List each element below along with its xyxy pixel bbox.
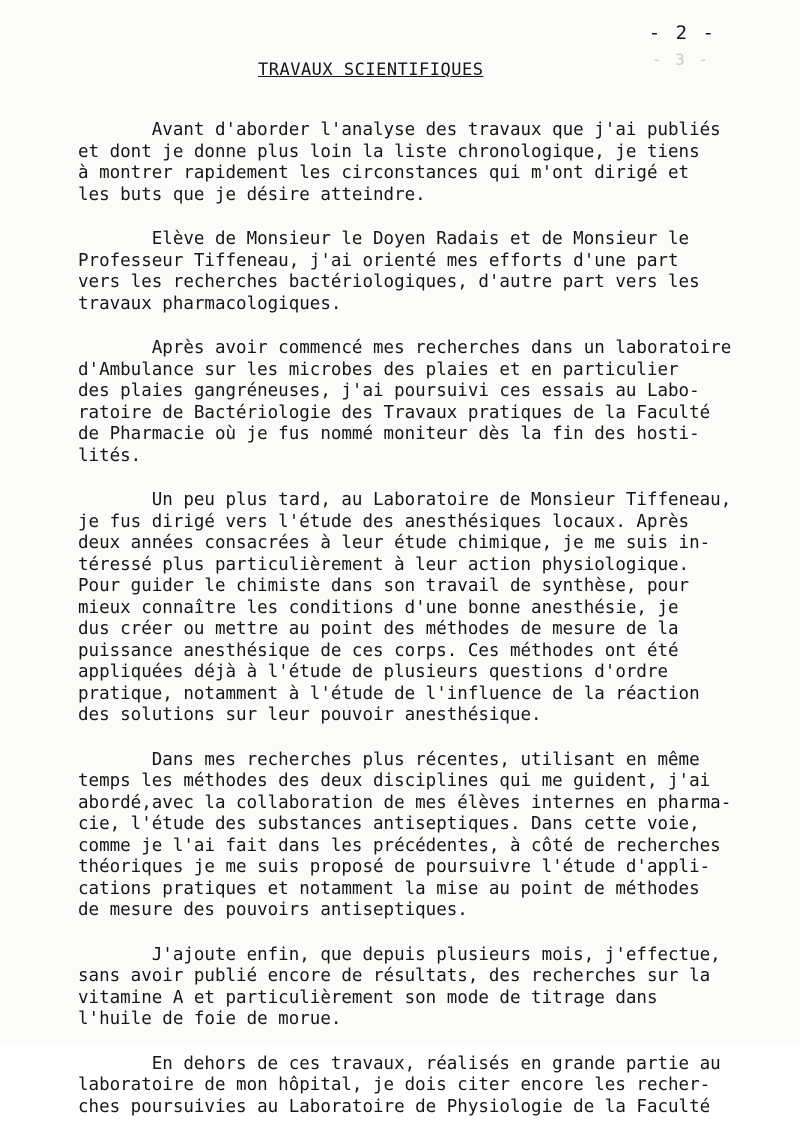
document-body bbox=[78, 120, 778, 1141]
paragraph-2: Elève de Monsieur le Doyen Radais et de Monsieur le Professeur Tiffeneau, j'ai orienté mes efforts d'une part vers les recherches bactériologiques, d'autre part vers les travaux pharmacologiques. bbox=[78, 229, 700, 314]
document-title: TRAVAUX SCIENTIFIQUES bbox=[258, 60, 484, 80]
paragraph-6: J'ajoute enfin, que depuis plusieurs mois, j'effectue, sans avoir publié encore de résultats, des recherches sur la vitamine A et particulièrement son mode de titrage dans l'huile de foie de morue. bbox=[78, 944, 721, 1029]
paragraph-7: En dehors de ces travaux, réalisés en grande partie au laboratoire de mon hôpital, je dois citer encore les recher- ches poursuivies au Laboratoire de Physiologie de la Faculté bbox=[78, 1053, 721, 1117]
paragraph-5: Dans mes recherches plus récentes, utilisant en même temps les méthodes des deux disciplines qui me guident, j'ai abordé,avec la collaboration de mes élèves internes en pharma- cie, l'étude des substances antiseptiques. Dans cette voie, comme je l'ai fait dans les précédentes, à côté de recherches théoriques je me suis proposé de poursuivre l'étude d'appli- cations pratiques et notamment la mise au point de méthodes de mesure des pouvoirs antiseptiques. bbox=[78, 749, 732, 920]
paragraph-3: Après avoir commencé mes recherches dans un laboratoire d'Ambulance sur les microbes des plaies et en particulier des plaies gangréneuses, j'ai poursuivi ces essais au Labo- ratoire de Bactériologie des Travaux pratiques de la Faculté de Pharmacie où je fus nommé moniteur dès la fin des hosti- lités. bbox=[78, 338, 732, 466]
paragraph-4: Un peu plus tard, au Laboratoire de Monsieur Tiffeneau, je fus dirigé vers l'étude des anesthésiques locaux. Après deux années consacrées à leur étude chimique, je me suis in- téressé plus particulièrement à leur action physiologique. Pour guider le chimiste dans son travail de synthèse, pour mieux connaître les conditions d'une bonne anesthésie, je dus créer ou mettre au point des méthodes de mesure de la puissance anesthésique de ces corps. Ces méthodes ont été appliquées déjà à l'étude de plusieurs questions d'ordre pratique, notamment à l'étude de l'influence de la réaction des solutions sur leur pouvoir anesthésique. bbox=[78, 490, 732, 725]
page-number: - 2 - bbox=[648, 22, 716, 44]
paragraph-1: Avant d'aborder l'analyse des travaux que j'ai publiés et dont je donne plus loin la liste chronologique, je tiens à montrer rapidement les circonstances qui m'ont dirigé et les buts que je désire atteindre. bbox=[78, 120, 721, 205]
bleed-through-page-number: - 3 - bbox=[651, 50, 710, 69]
